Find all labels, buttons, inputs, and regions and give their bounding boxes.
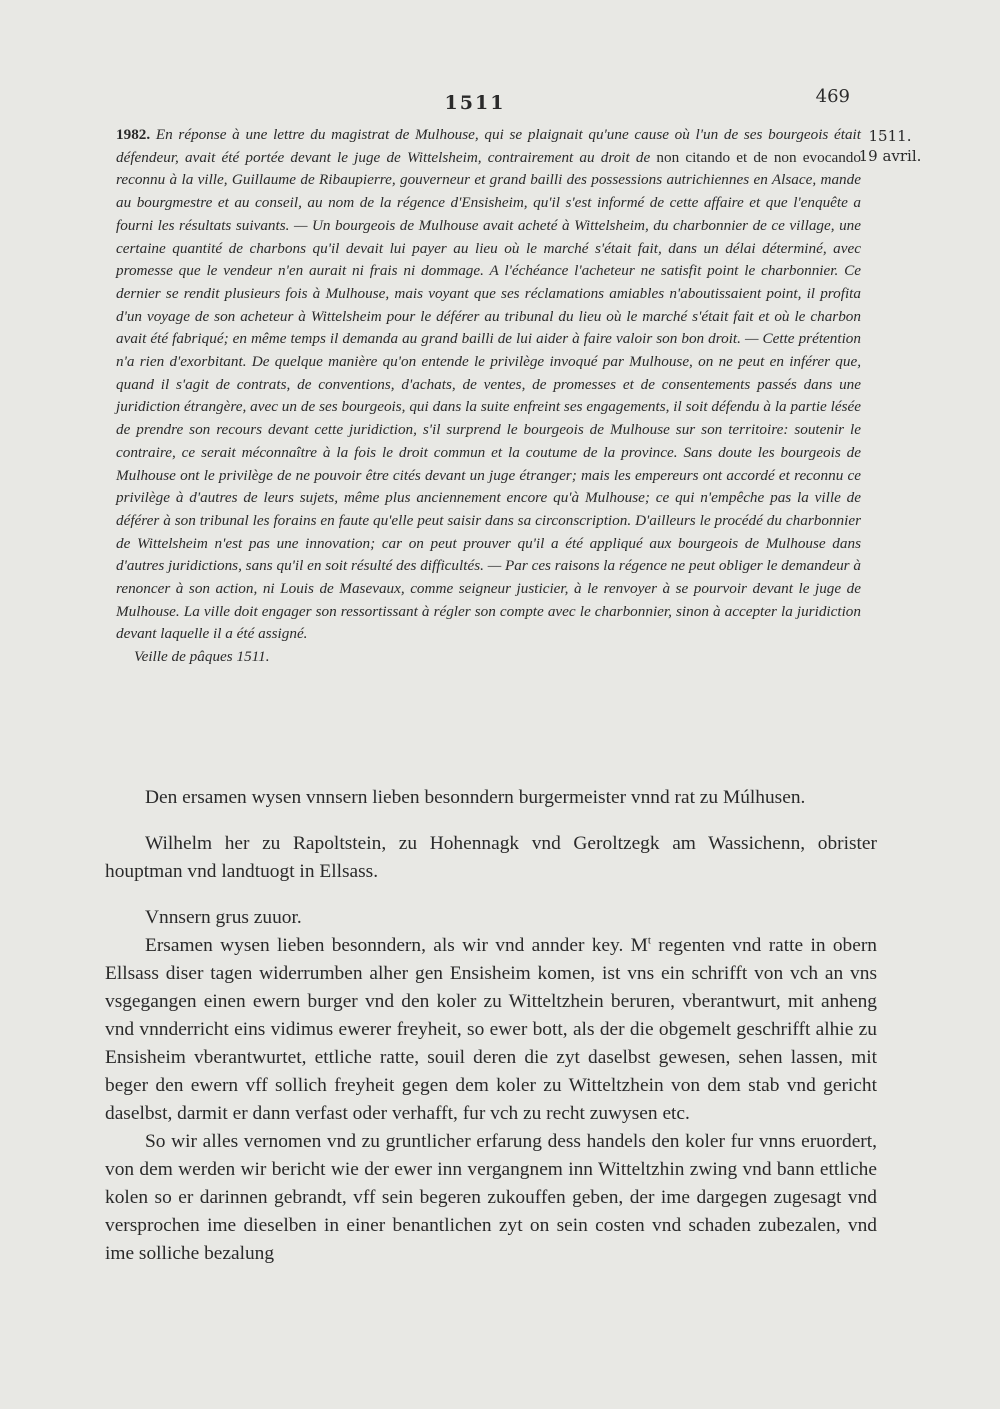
letter-greeting: Vnnsern grus zuuor. — [145, 907, 302, 928]
letter-sender: Wilhelm her zu Rapoltstein, zu Hohennagk vnd Geroltzegk am Wassichenn, obrister houptman vnd landtuogt in Ellsass. — [105, 833, 877, 882]
margin-date: 19 avril. — [858, 147, 922, 165]
summary-text-2: reconnu à la ville, Guillaume de Ribaupierre, gouverneur et grand bailli des possessions autrichiennes en Alsace, mande au bourgmestre et au conseil, au nom de la régence d'Ensisheim, qu'il s'est informé de cette affaire et que l'enquête a fourni les résultats suivants. — Un bourgeois de Mulhouse avait acheté à Wittelsheim, du charbonnier de ce village, une certaine quantité de charbons qu'il devait lui payer au lieu où le marché s'était fait, dans un délai déterminé, avec promesse que le vendeur n'en aurait ni frais ni dommage. A l'échéance l'acheteur ne satisfit point le charbonnier. Ce dernier se rendit plusieurs fois à Mulhouse, mais voyant que ses réclamations amiables n'aboutissaient point, il profita d'un voyage de son acheteur à Wittelsheim pour le déférer au tribunal du lieu où le marché s'était fait et où le charbon avait été fabriqué; en même temps il demanda au grand bailli de lui aider à faire valoir son bon droit. — Cette prétention n'a rien d'exorbitant. De quelque manière qu'on entende le privilège invoqué par Mulhouse, on ne peut en inférer que, quand il s'agit de contrats, de conventions, d'achats, de ventes, de promesses et de consentements passés dans une juridiction étrangère, avec un de ses bourgeois, qui dans la suite enfreint ses engagements, il soit défendu à la partie lésée de prendre son recours devant cette juridiction, s'il surprend le bourgeois de Mulhouse sur son territoire: soutenir le contraire, ce serait méconnaître à la fois le droit commun et la coutume de la province. Sans doute les bourgeois de Mulhouse ont le privilège de ne pouvoir être cités devant un juge étranger; mais les empereurs ont accordé et reconnu ce privilège à d'autres de leurs sujets, même plus anciennement encore qu'à Mulhouse; ce qui n'empêche pas la ville de déférer à son tribunal les forains en faute qu'elle peut saisir dans sa circonscription. D'ailleurs le procédé du charbonnier de Wittelsheim n'est pas une innovation; car on peut prouver qu'il a été appliqué aux bourgeois de Mulhouse dans d'autres juridictions, sans qu'il en soit résulté des difficultés. — Par ces raisons la régence ne peut obliger le demandeur à renoncer à son action, ni Louis de Masevaux, comme seigneur justicier, à le renvoyer à se pourvoir devant le juge de Mulhouse. La ville doit engager son ressortissant à régler son compte avec le charbonnier, sinon à accepter la juridiction devant laquelle il a été assigné. — [116, 171, 861, 643]
page-number: 469 — [815, 86, 850, 107]
summary-text-1: En réponse à une lettre du magistrat de Mulhouse, qui se plaignait qu'une cause où l'un de ses bourgeois était défendeur, avait été portée devant le juge de Wittelsheim, contrairement au droit de — [116, 126, 861, 166]
page-header — [0, 86, 1000, 116]
margin-year: 1511. — [868, 127, 912, 145]
letter-paragraph-2: So wir alles vernomen vnd zu gruntlicher erfarung dess handels den koler fur vnns eruordert, von dem werden wir bericht wie der ewer inn vergangnem inn Witteltzhin zwing vnd bann ettliche kolen so er darinnen gebrandt, vff sein begeren zukouffen geben, der ime dargegen zugesagt vnd versprochen ime dieselben in einer benantlichen zyt on sein costen vnd schaden zubezalen, vnd ime solliche bezalung — [105, 1131, 877, 1264]
summary-latin-phrase: non citando et de non evocando — [656, 148, 861, 166]
letter-paragraph-1-rest: regenten vnd ratte in obern Ellsass diser tagen widerrumben alher gen Ensisheim komen, ist vns ein schrifft von vch an vns vsgegangen einen ewern burger vnd den koler zu Witteltzhein beruren, vberantwurt, mit anheng vnd vnnderricht eins vidimus ewerer freyheit, so ewer bott, als der die obgemelt geschrifft alhie zu Ensisheim vberantwurtet, ettliche ratte, souil deren die zyt daselbst gewesen, sehen lassen, mit beger den ewern vff sollich freyheit gegen dem koler zu Witteltzhein von dem stab vnd gericht daselbst, darmit er dann verfast oder verhafft, fur vch zu recht zuwysen etc. — [105, 935, 877, 1124]
letter-superscript: t — [647, 934, 651, 947]
letter-paragraph-1-start: Ersamen wysen lieben besonndern, als wir vnd annder key. M — [145, 935, 648, 956]
letter-address: Den ersamen wysen vnnsern lieben besonndern burgermeister vnnd rat zu Múlhusen. — [145, 787, 806, 808]
letter-paragraph-1 — [105, 932, 877, 1128]
year-heading: 1511 — [444, 92, 506, 114]
document-number: 1982. — [116, 126, 151, 143]
summary-date: Veille de pâques 1511. — [134, 648, 270, 666]
letter-text — [105, 784, 877, 1268]
document-summary — [116, 124, 861, 669]
margin-note — [850, 126, 930, 166]
